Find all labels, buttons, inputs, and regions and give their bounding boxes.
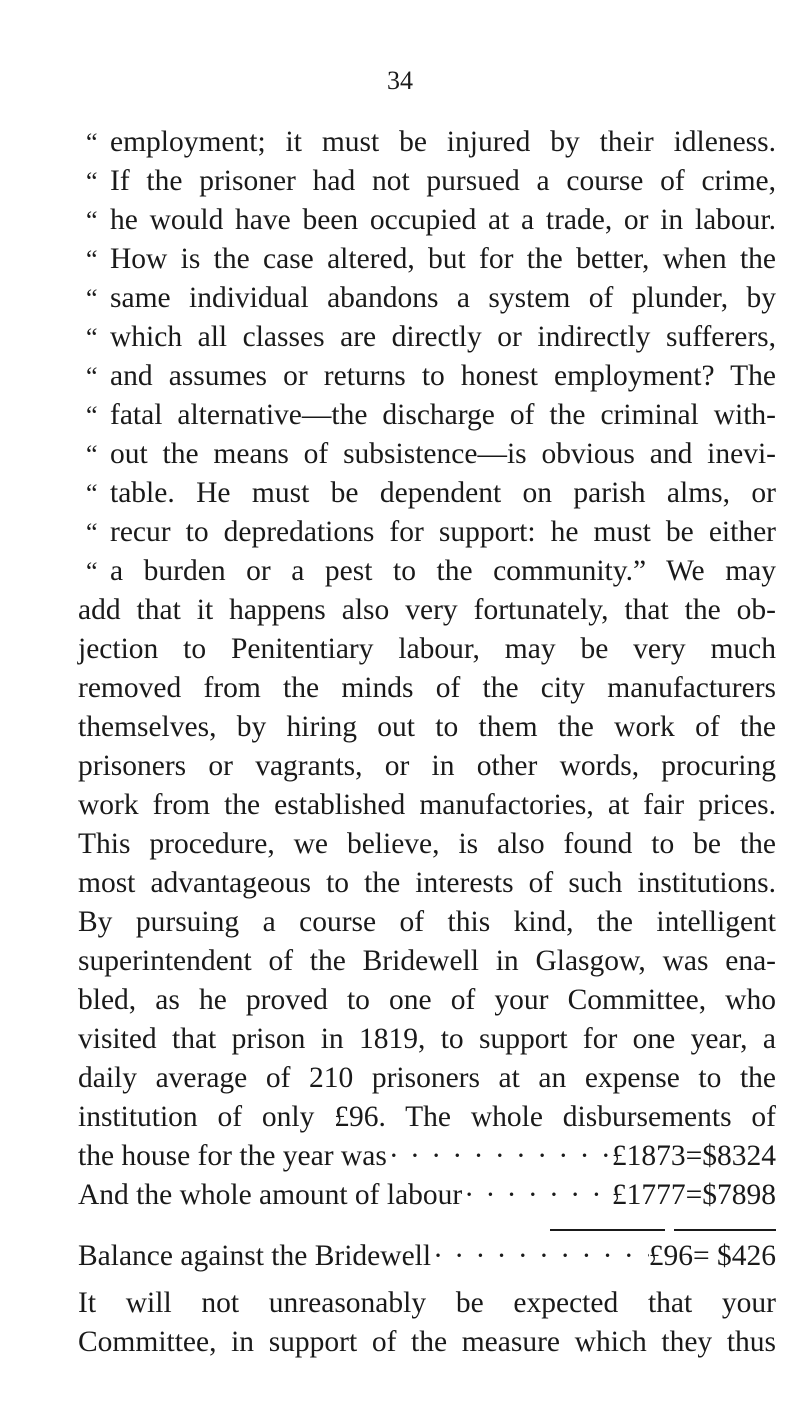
quoted-line xyxy=(78,435,776,474)
line-text: It will not unreasonably be expected that your xyxy=(78,1287,776,1319)
line-text: most advantageous to the interests of such institutions. xyxy=(78,867,776,899)
quote-mark: “ xyxy=(86,362,98,391)
line-text: and assumes or returns to honest employment? The xyxy=(110,360,776,392)
sum-rules xyxy=(78,1215,776,1237)
quoted-line xyxy=(78,552,776,591)
quote-mark: “ xyxy=(86,128,98,157)
line-text: prisoners or vagrants, or in other words, procuring xyxy=(78,750,776,782)
account-value: £96= $426 xyxy=(648,1240,776,1272)
quoted-passage xyxy=(78,123,776,591)
quoted-line xyxy=(78,318,776,357)
text-line xyxy=(78,1059,776,1098)
text-line xyxy=(78,630,776,669)
line-text: work from the established manufactories, at fair prices. xyxy=(78,789,776,821)
text-line xyxy=(78,942,776,981)
line-text: out the means of subsistence—is obvious and inevi- xyxy=(110,438,776,470)
line-text: add that it happens also very fortunately, that the ob- xyxy=(78,594,776,626)
account-label: And the whole amount of labour xyxy=(78,1179,463,1211)
text-line xyxy=(78,708,776,747)
line-text: If the prisoner had not pursued a course of crime, xyxy=(110,165,776,197)
text-line xyxy=(78,825,776,864)
line-text: superintendent of the Bridewell in Glasgow, was ena- xyxy=(78,945,776,977)
line-text: which all classes are directly or indirectly sufferers, xyxy=(110,321,776,353)
text-line xyxy=(78,669,776,708)
account-value: £1777=$7898 xyxy=(611,1179,776,1211)
text-line xyxy=(78,786,776,825)
text-line xyxy=(78,1098,776,1137)
quote-mark: “ xyxy=(86,557,98,586)
text-line xyxy=(78,864,776,903)
text-line xyxy=(78,1323,776,1362)
account-table xyxy=(78,1137,776,1276)
account-label: Balance against the Bridewell xyxy=(78,1240,432,1272)
line-text: visited that prison in 1819, to support for one year, a xyxy=(78,1023,776,1055)
quoted-line xyxy=(78,279,776,318)
line-text: same individual abandons a system of plunder, by xyxy=(110,282,776,314)
leader-dots xyxy=(462,1176,612,1215)
line-text: daily average of 210 prisoners at an expense to the xyxy=(78,1062,776,1094)
quote-mark: “ xyxy=(86,518,98,547)
quoted-line xyxy=(78,357,776,396)
line-text: removed from the minds of the city manufacturers xyxy=(78,672,776,704)
sum-rule-left xyxy=(550,1229,665,1231)
quote-mark: “ xyxy=(86,323,98,352)
quoted-line xyxy=(78,123,776,162)
quote-mark: “ xyxy=(86,245,98,274)
account-row-balance xyxy=(78,1237,776,1276)
quote-mark: “ xyxy=(86,284,98,313)
line-text: a burden or a pest to the community.” We may xyxy=(110,555,776,587)
account-label: the house for the year was xyxy=(78,1140,387,1172)
line-text: themselves, by hiring out to them the work of the xyxy=(78,711,776,743)
quote-mark: “ xyxy=(86,479,98,508)
line-text: This procedure, we believe, is also found to be the xyxy=(78,828,776,860)
line-text: he would have been occupied at a trade, or in labour. xyxy=(110,204,776,236)
leader-dots xyxy=(387,1137,612,1176)
text-line xyxy=(78,1284,776,1323)
account-row-labour xyxy=(78,1176,776,1215)
closing-paragraph xyxy=(78,1284,776,1362)
text-line xyxy=(78,1020,776,1059)
spacer xyxy=(78,1276,776,1284)
sum-rule-right xyxy=(674,1229,776,1231)
line-text: table. He must be dependent on parish alms, or xyxy=(110,477,776,509)
line-text: bled, as he proved to one of your Committee, who xyxy=(78,984,776,1016)
quote-mark: “ xyxy=(86,440,98,469)
line-text: jection to Penitentiary labour, may be very much xyxy=(78,633,776,665)
line-text: How is the case altered, but for the better, when the xyxy=(110,243,776,275)
quoted-line xyxy=(78,240,776,279)
account-row-disbursements xyxy=(78,1137,776,1176)
quote-mark: “ xyxy=(86,206,98,235)
line-text: institution of only £96. The whole disbursements of xyxy=(78,1101,776,1133)
line-text: fatal alternative—the discharge of the criminal with- xyxy=(110,399,776,431)
quote-mark: “ xyxy=(86,167,98,196)
line-text: employment; it must be injured by their idleness. xyxy=(110,126,776,158)
text-line xyxy=(78,903,776,942)
text-line xyxy=(78,747,776,786)
quoted-line xyxy=(78,396,776,435)
page-text xyxy=(78,123,776,1362)
text-line xyxy=(78,591,776,630)
line-text: Committee, in support of the measure which they thus xyxy=(78,1326,776,1358)
quoted-line xyxy=(78,201,776,240)
line-text: By pursuing a course of this kind, the intelligent xyxy=(78,906,776,938)
quote-mark: “ xyxy=(86,401,98,430)
leader-dots xyxy=(431,1237,649,1276)
quoted-line xyxy=(78,474,776,513)
line-text: recur to depredations for support: he must be either xyxy=(110,516,776,548)
account-value: £1873=$8324 xyxy=(611,1140,776,1172)
body-paragraph xyxy=(78,591,776,1137)
page-number: 34 xyxy=(387,66,413,95)
text-line xyxy=(78,981,776,1020)
quoted-line xyxy=(78,162,776,201)
quoted-line xyxy=(78,513,776,552)
